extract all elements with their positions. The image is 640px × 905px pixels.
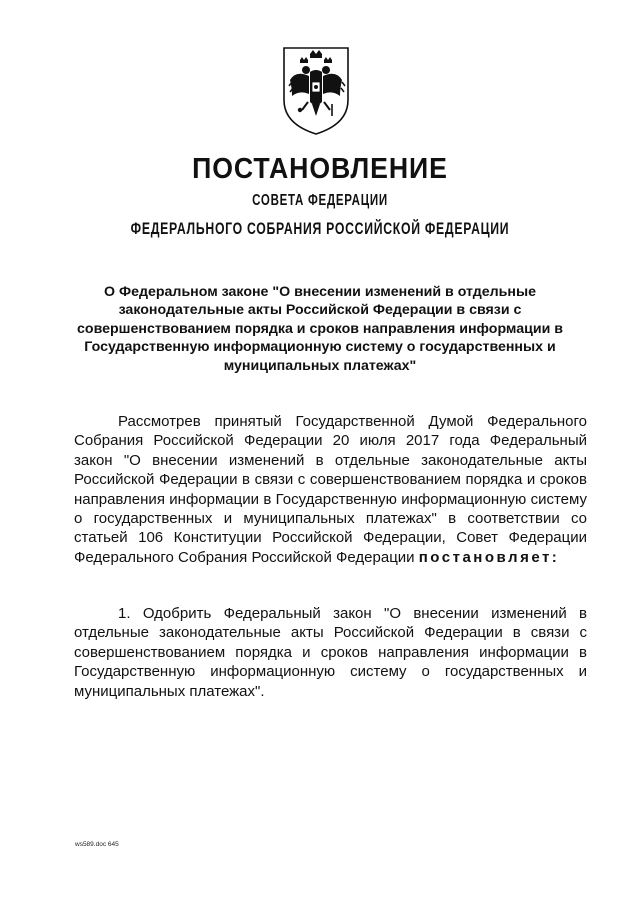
issuer-line-2: ФЕДЕРАЛЬНОГО СОБРАНИЯ РОССИЙСКОЙ ФЕДЕРАЦИИ	[130, 219, 510, 238]
body-paragraph-2: 1. Одобрить Федеральный закон "О внесении изменений в отдельные законодательные акты Российской Федерации в связи с совершенствованием порядка и сроков направления информации в Государственную информационную систему о государственных и муниципальных платежах".	[74, 605, 587, 700]
coat-of-arms-icon	[280, 44, 352, 136]
issuer-line-1: СОВЕТА ФЕДЕРАЦИИ	[252, 192, 388, 209]
resolves-word: постановляет:	[418, 548, 560, 566]
body-paragraph-1-text: Рассмотрев принятый Государственной Думой Федерального Собрания Российской Федерации 20 июля 2017 года Федеральный закон "О внесении изменений в отдельные законодательные акты Российской Федерации в связи с совершенствованием порядка и сроков направления информации в Государственную информационную систему о государственных и муниципальных платежах" в соответствии со статьей 106 Конституции Российской Федерации, Совет Федерации Федерального Собрания Российской Федерации	[74, 413, 587, 566]
resolution-subject: О Федеральном законе "О внесении изменений в отдельные законодательные акты Российской Федерации в связи с совершенствованием порядка и сроков направления информации в Государственную информационную систему о государственных и муниципальных платежах"	[77, 284, 563, 374]
document-title: ПОСТАНОВЛЕНИЕ	[192, 153, 448, 185]
body-paragraph-1	[74, 412, 587, 567]
file-reference: ws589.doc 645	[75, 841, 119, 848]
